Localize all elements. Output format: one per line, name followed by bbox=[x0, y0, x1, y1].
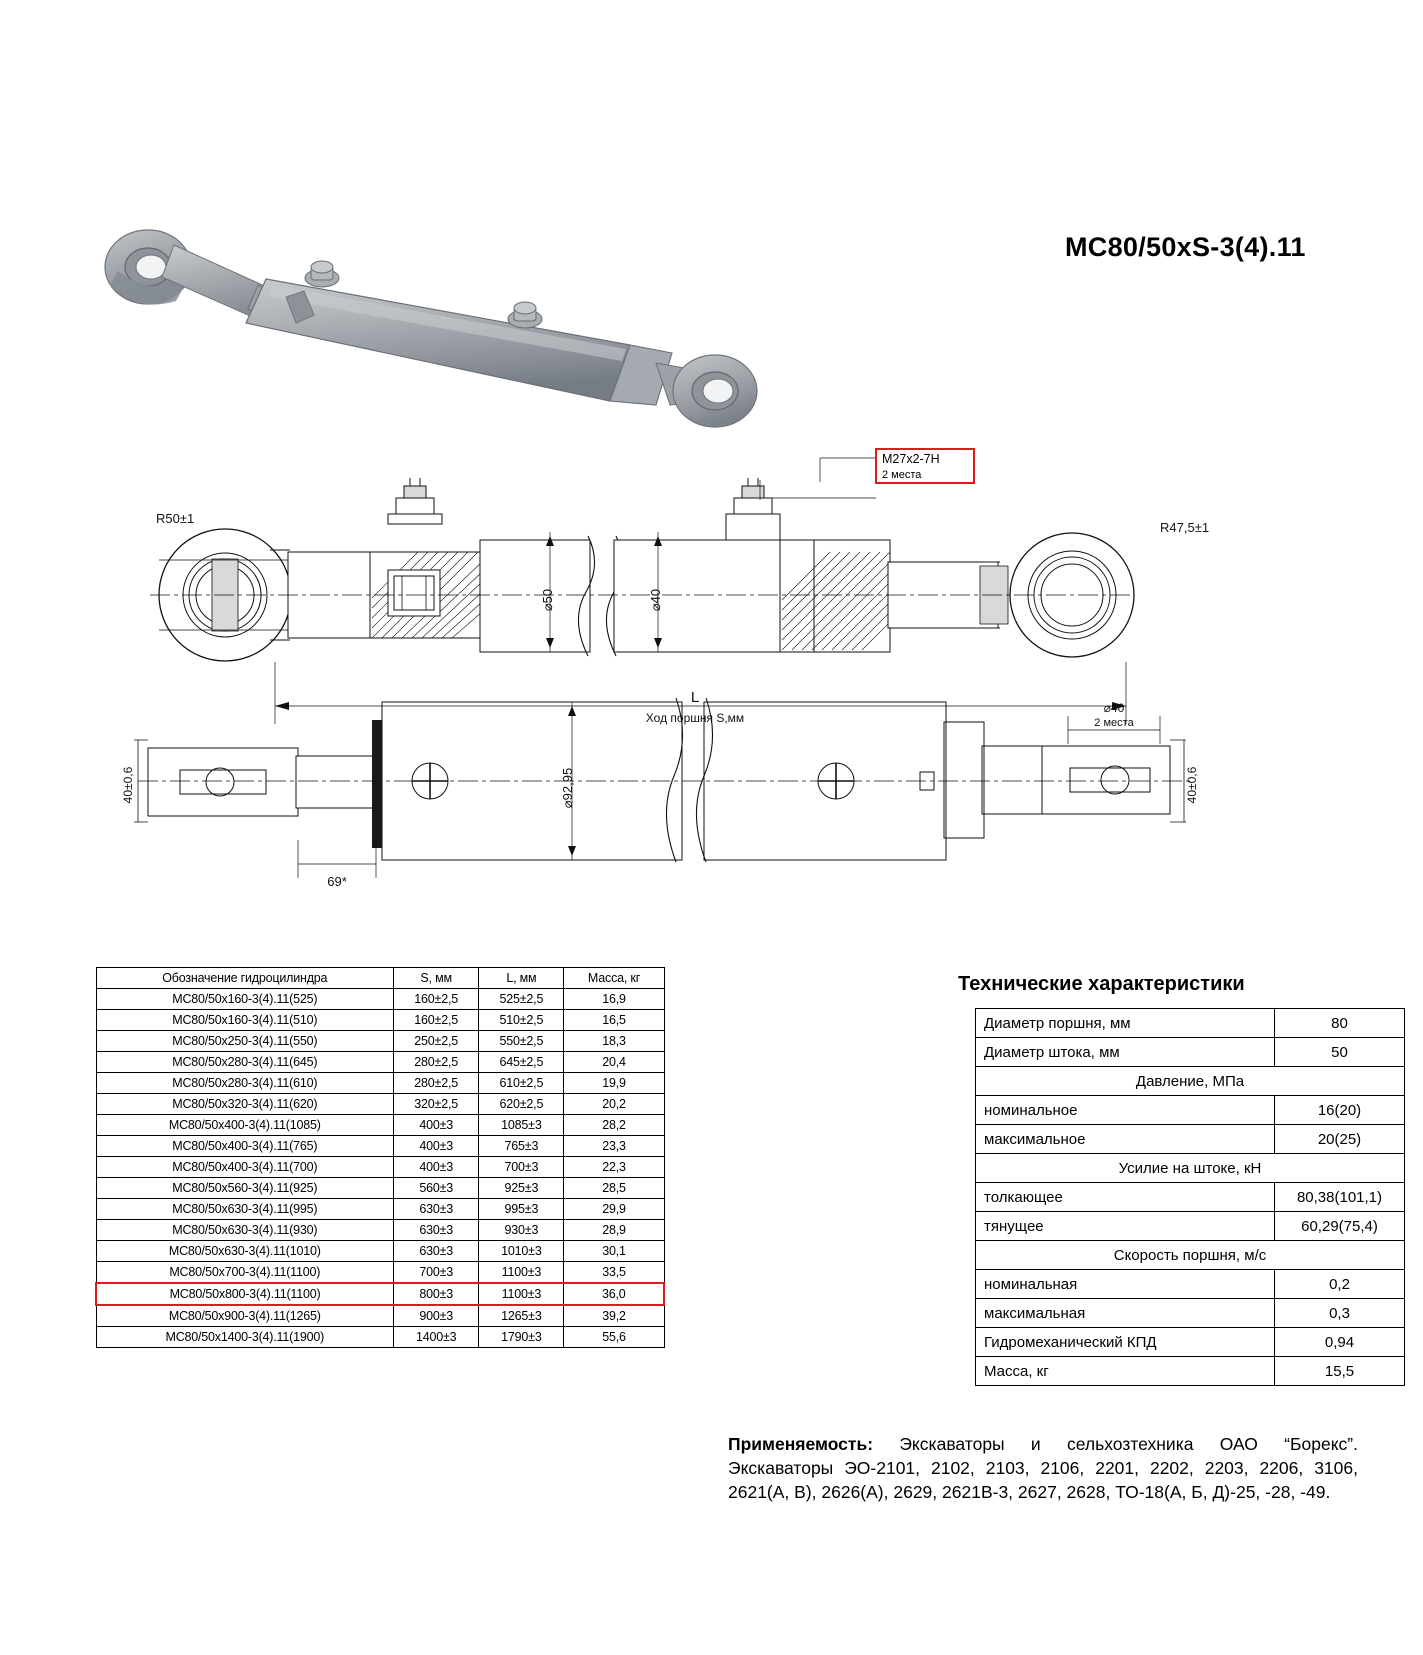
table-row bbox=[96, 1094, 664, 1115]
cell-stroke: 630±3 bbox=[394, 1241, 479, 1262]
cell-stroke: 160±2,5 bbox=[394, 989, 479, 1010]
label-outer-dia: ⌀92,95 bbox=[560, 767, 575, 809]
label-length-L: L bbox=[690, 689, 700, 706]
specs-label: Диаметр поршня, мм bbox=[976, 1009, 1275, 1038]
table-header-row bbox=[96, 968, 664, 989]
specs-section-row bbox=[976, 1241, 1405, 1270]
cell-stroke: 400±3 bbox=[394, 1136, 479, 1157]
cell-name: MC80/50x800-3(4).11(1100) bbox=[96, 1283, 394, 1305]
applicability-note bbox=[728, 1432, 1358, 1504]
label-pin-count: 2 места bbox=[1094, 717, 1134, 729]
front-port-boss bbox=[726, 478, 780, 540]
specs-row bbox=[976, 1357, 1405, 1386]
specs-label: номинальная bbox=[976, 1270, 1275, 1299]
cell-mass: 28,9 bbox=[564, 1220, 664, 1241]
th-stroke: S, мм bbox=[394, 968, 479, 989]
specs-row bbox=[976, 1328, 1405, 1357]
specs-label: Диаметр штока, мм bbox=[976, 1038, 1275, 1067]
port-fitting-front-3d bbox=[508, 302, 542, 328]
cell-stroke: 280±2,5 bbox=[394, 1052, 479, 1073]
cell-mass: 28,2 bbox=[564, 1115, 664, 1136]
cell-stroke: 160±2,5 bbox=[394, 1010, 479, 1031]
cell-stroke: 400±3 bbox=[394, 1157, 479, 1178]
label-bore-tube: ⌀40 bbox=[648, 588, 663, 612]
specs-title: Технические характеристики bbox=[958, 973, 1245, 995]
table-row bbox=[96, 989, 664, 1010]
specs-label: максимальное bbox=[976, 1125, 1275, 1154]
cylinder-tube-3d bbox=[246, 279, 672, 405]
cell-length: 700±3 bbox=[479, 1157, 564, 1178]
cell-mass: 22,3 bbox=[564, 1157, 664, 1178]
port-screw-rear bbox=[412, 763, 448, 799]
page-title: MC80/50xS-3(4).11 bbox=[1065, 232, 1306, 262]
specs-row bbox=[976, 1299, 1405, 1328]
cell-name: MC80/50x630-3(4).11(1010) bbox=[96, 1241, 394, 1262]
table-row bbox=[96, 1010, 664, 1031]
cell-length: 525±2,5 bbox=[479, 989, 564, 1010]
label-angle: 69* bbox=[327, 874, 347, 889]
cell-mass: 29,9 bbox=[564, 1199, 664, 1220]
specs-label: номинальное bbox=[976, 1096, 1275, 1125]
hydraulic-cylinder-3d-render bbox=[90, 205, 810, 450]
specs-value: 50 bbox=[1275, 1038, 1405, 1067]
table-row bbox=[96, 1031, 664, 1052]
cell-length: 995±3 bbox=[479, 1199, 564, 1220]
port-screw-front bbox=[818, 763, 854, 799]
thread-callout-highlight bbox=[875, 448, 975, 484]
specs-value: 0,3 bbox=[1275, 1299, 1405, 1328]
specs-value: 0,94 bbox=[1275, 1328, 1405, 1357]
specs-label: Масса, кг bbox=[976, 1357, 1275, 1386]
cell-length: 1790±3 bbox=[479, 1327, 564, 1348]
cell-name: MC80/50x700-3(4).11(1100) bbox=[96, 1262, 394, 1284]
rear-port-boss bbox=[388, 478, 442, 524]
table-row bbox=[96, 1136, 664, 1157]
cell-mass: 28,5 bbox=[564, 1178, 664, 1199]
cell-stroke: 400±3 bbox=[394, 1115, 479, 1136]
specs-row bbox=[976, 1125, 1405, 1154]
table-row bbox=[96, 1199, 664, 1220]
cell-stroke: 280±2,5 bbox=[394, 1073, 479, 1094]
cell-name: MC80/50x400-3(4).11(1085) bbox=[96, 1115, 394, 1136]
table-row bbox=[96, 1052, 664, 1073]
cell-length: 925±3 bbox=[479, 1178, 564, 1199]
specs-label: максимальная bbox=[976, 1299, 1275, 1328]
cell-mass: 19,9 bbox=[564, 1073, 664, 1094]
table-row bbox=[96, 1305, 664, 1327]
cell-stroke: 630±3 bbox=[394, 1220, 479, 1241]
cell-length: 1085±3 bbox=[479, 1115, 564, 1136]
specs-section-row bbox=[976, 1154, 1405, 1183]
specs-label: Гидромеханический КПД bbox=[976, 1328, 1275, 1357]
cell-mass: 20,4 bbox=[564, 1052, 664, 1073]
specs-row bbox=[976, 1270, 1405, 1299]
specs-section-label: Скорость поршня, м/с bbox=[976, 1241, 1405, 1270]
cell-mass: 16,5 bbox=[564, 1010, 664, 1031]
cell-mass: 33,5 bbox=[564, 1262, 664, 1284]
cell-mass: 20,2 bbox=[564, 1094, 664, 1115]
specs-value: 80 bbox=[1275, 1009, 1405, 1038]
dim-angle-69 bbox=[298, 840, 376, 878]
cell-mass: 36,0 bbox=[564, 1283, 664, 1305]
lower-outline-view bbox=[134, 698, 1192, 878]
label-eye-width-left: 40±0,6 bbox=[121, 766, 135, 804]
table-row bbox=[96, 1241, 664, 1262]
cap-eye-right-3d bbox=[656, 355, 757, 427]
specs-value: 0,2 bbox=[1275, 1270, 1405, 1299]
cell-name: MC80/50x400-3(4).11(765) bbox=[96, 1136, 394, 1157]
cell-name: MC80/50x320-3(4).11(620) bbox=[96, 1094, 394, 1115]
cell-length: 765±3 bbox=[479, 1136, 564, 1157]
cell-mass: 30,1 bbox=[564, 1241, 664, 1262]
label-eye-width-right: 40±0,6 bbox=[1185, 766, 1199, 804]
thread-callout-count: 2 места bbox=[882, 468, 922, 481]
cell-length: 1010±3 bbox=[479, 1241, 564, 1262]
cell-length: 1100±3 bbox=[479, 1283, 564, 1305]
table-row bbox=[96, 1283, 664, 1305]
cell-name: MC80/50x630-3(4).11(930) bbox=[96, 1220, 394, 1241]
th-length: L, мм bbox=[479, 968, 564, 989]
port-fitting-rear-3d bbox=[305, 261, 339, 287]
table-row bbox=[96, 1220, 664, 1241]
cell-stroke: 700±3 bbox=[394, 1262, 479, 1284]
specs-value: 16(20) bbox=[1275, 1096, 1405, 1125]
cell-name: MC80/50x1400-3(4).11(1900) bbox=[96, 1327, 394, 1348]
cell-mass: 16,9 bbox=[564, 989, 664, 1010]
table-row bbox=[96, 1115, 664, 1136]
cell-stroke: 900±3 bbox=[394, 1305, 479, 1327]
cell-stroke: 320±2,5 bbox=[394, 1094, 479, 1115]
specs-value: 80,38(101,1) bbox=[1275, 1183, 1405, 1212]
specs-table bbox=[975, 1008, 1405, 1386]
cell-name: MC80/50x280-3(4).11(610) bbox=[96, 1073, 394, 1094]
label-pin-dia: ⌀40 bbox=[1103, 701, 1125, 715]
cell-stroke: 630±3 bbox=[394, 1199, 479, 1220]
cell-length: 1100±3 bbox=[479, 1262, 564, 1284]
specs-section-row bbox=[976, 1067, 1405, 1096]
specs-row bbox=[976, 1212, 1405, 1241]
cylinder-section-drawing bbox=[120, 440, 1300, 940]
cell-name: MC80/50x560-3(4).11(925) bbox=[96, 1178, 394, 1199]
th-mass: Масса, кг bbox=[564, 968, 664, 989]
cell-length: 645±2,5 bbox=[479, 1052, 564, 1073]
specs-row bbox=[976, 1009, 1405, 1038]
specs-value: 15,5 bbox=[1275, 1357, 1405, 1386]
table-row bbox=[96, 1073, 664, 1094]
cell-length: 930±3 bbox=[479, 1220, 564, 1241]
specs-value: 60,29(75,4) bbox=[1275, 1212, 1405, 1241]
label-radius-left: R50±1 bbox=[156, 511, 195, 526]
models-table bbox=[95, 967, 665, 1348]
cell-length: 620±2,5 bbox=[479, 1094, 564, 1115]
specs-value: 20(25) bbox=[1275, 1125, 1405, 1154]
cell-stroke: 250±2,5 bbox=[394, 1031, 479, 1052]
cell-mass: 55,6 bbox=[564, 1327, 664, 1348]
cell-length: 610±2,5 bbox=[479, 1073, 564, 1094]
cell-name: MC80/50x250-3(4).11(550) bbox=[96, 1031, 394, 1052]
specs-row bbox=[976, 1096, 1405, 1125]
cell-name: MC80/50x630-3(4).11(995) bbox=[96, 1199, 394, 1220]
label-stroke: Ход поршня S,мм bbox=[645, 711, 745, 725]
cell-length: 1265±3 bbox=[479, 1305, 564, 1327]
specs-section-label: Давление, МПа bbox=[976, 1067, 1405, 1096]
table-row bbox=[96, 1157, 664, 1178]
applicability-text: Экскаваторы и сельхозтехника ОАО “Борекс”. Экскаваторы ЭО-2101, 2102, 2103, 2106, 2201, 2202, 2203, 2206, 3106, 2621(А, В), 2626(А), 2629, 2621В-3, 2627, 2628, ТО-18(А, Б, Д)-25, -28, -49. bbox=[728, 1434, 1358, 1503]
table-row bbox=[96, 1327, 664, 1348]
specs-row bbox=[976, 1038, 1405, 1067]
cell-stroke: 560±3 bbox=[394, 1178, 479, 1199]
applicability-label: Применяемость: bbox=[728, 1434, 874, 1454]
label-radius-right: R47,5±1 bbox=[1160, 520, 1210, 535]
table-row bbox=[96, 1262, 664, 1284]
specs-row bbox=[976, 1183, 1405, 1212]
cell-stroke: 1400±3 bbox=[394, 1327, 479, 1348]
specs-label: толкающее bbox=[976, 1183, 1275, 1212]
table-row bbox=[96, 1178, 664, 1199]
cell-name: MC80/50x160-3(4).11(510) bbox=[96, 1010, 394, 1031]
cell-stroke: 800±3 bbox=[394, 1283, 479, 1305]
cell-length: 550±2,5 bbox=[479, 1031, 564, 1052]
thread-callout-label: M27x2-7H bbox=[882, 452, 940, 466]
label-bore-rod: ⌀50 bbox=[540, 588, 555, 612]
cell-mass: 23,3 bbox=[564, 1136, 664, 1157]
th-designation: Обозначение гидроцилиндра bbox=[96, 968, 394, 989]
cell-mass: 18,3 bbox=[564, 1031, 664, 1052]
cell-name: MC80/50x900-3(4).11(1265) bbox=[96, 1305, 394, 1327]
cell-mass: 39,2 bbox=[564, 1305, 664, 1327]
cell-name: MC80/50x160-3(4).11(525) bbox=[96, 989, 394, 1010]
specs-label: тянущее bbox=[976, 1212, 1275, 1241]
cell-name: MC80/50x400-3(4).11(700) bbox=[96, 1157, 394, 1178]
cell-name: MC80/50x280-3(4).11(645) bbox=[96, 1052, 394, 1073]
specs-section-label: Усилие на штоке, кН bbox=[976, 1154, 1405, 1183]
cell-length: 510±2,5 bbox=[479, 1010, 564, 1031]
